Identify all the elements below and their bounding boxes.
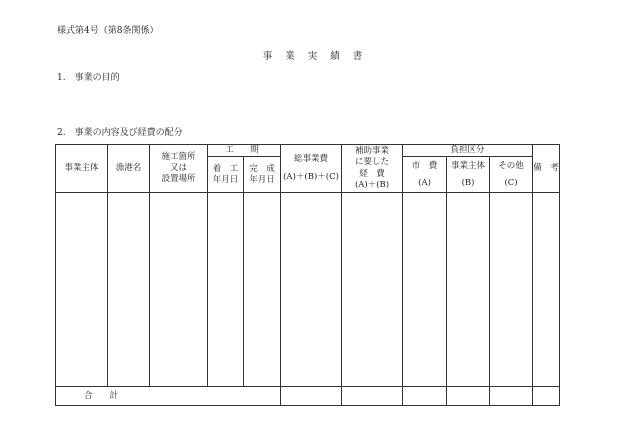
cell-total-cost[interactable] [281,193,342,387]
header-burden: 負担区分 [403,145,533,157]
header-start-date: 着 工 年月日 [208,157,244,193]
cell-other-cost[interactable] [490,193,533,387]
data-row [56,193,560,387]
header-port-name: 漁港名 [108,145,150,193]
total-entity-cost[interactable] [447,387,490,406]
header-entity-cost: 事業主体 (B) [447,157,490,193]
header-entity: 事業主体 [56,145,108,193]
total-total-cost[interactable] [281,387,342,406]
section-content-heading: 2. 事業の内容及び経費の配分 [57,128,183,138]
header-total-cost: 総事業費 (A)＋(B)＋(C) [281,145,342,193]
total-other-cost[interactable] [490,387,533,406]
header-complete-date: 完 成 年月日 [244,157,281,193]
total-row [56,387,560,406]
cell-remarks[interactable] [533,193,560,387]
cell-complete-date[interactable] [244,193,281,387]
header-other-cost: その他 (C) [490,157,533,193]
cell-entity[interactable] [56,193,108,387]
expense-allocation-table [55,144,560,406]
header-location: 施工箇所 又は 設置場所 [150,145,208,193]
section-purpose-heading: 1. 事業の目的 [57,73,120,83]
cell-subsidy-cost[interactable] [342,193,403,387]
cell-start-date[interactable] [208,193,244,387]
form-number-label: 様式第4号（第8条関係） [57,26,159,36]
cell-city-cost[interactable] [403,193,447,387]
header-subsidy-cost: 補助事業 に要した 経 費 (A)＋(B) [342,145,403,193]
cell-port-name[interactable] [108,193,150,387]
header-remarks: 備 考 [533,145,560,193]
total-city-cost[interactable] [403,387,447,406]
total-remarks[interactable] [533,387,560,406]
cell-location[interactable] [150,193,208,387]
cell-entity-cost[interactable] [447,193,490,387]
total-subsidy-cost[interactable] [342,387,403,406]
header-period: 工 期 [208,145,281,157]
total-label: 合 計 [56,387,281,406]
document-title: 事 業 実 績 書 [262,51,368,62]
header-city-cost: 市 費 (A) [403,157,447,193]
